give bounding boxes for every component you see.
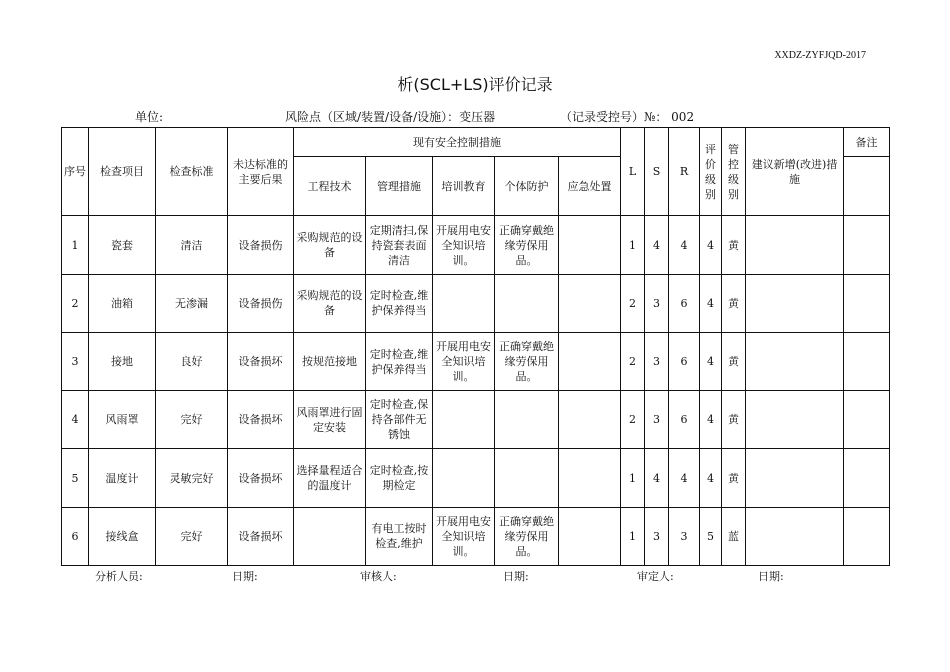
record-number: （记录受控号）№： 002 — [560, 110, 695, 124]
table-row — [62, 391, 890, 449]
header-training: 培训教育 — [433, 157, 495, 216]
footer-analyst: 分析人员: — [95, 570, 143, 583]
document-code: XXDZ-ZYFJQD-2017 — [774, 50, 866, 61]
cell-control-level: 黄 — [722, 216, 746, 274]
cell-control-level: 黄 — [722, 391, 746, 449]
cell-ppe: 正确穿戴绝缘劳保用品。 — [495, 332, 559, 390]
cell-s: 4 — [645, 449, 669, 507]
header-consequence: 未达标准的主要后果 — [228, 128, 294, 216]
cell-training: 开展用电安全知识培训。 — [433, 332, 495, 390]
cell-training: 开展用电安全知识培训。 — [433, 507, 495, 565]
cell-management: 定时检查,按期检定 — [366, 449, 433, 507]
header-l: L — [621, 128, 645, 216]
cell-emergency — [559, 274, 621, 332]
cell-suggestion — [746, 507, 844, 565]
cell-seq: 4 — [62, 391, 89, 449]
cell-engineering: 选择量程适合的温度计 — [294, 449, 366, 507]
header-remarks: 备注 — [844, 128, 890, 157]
cell-r: 4 — [669, 449, 700, 507]
evaluation-table — [61, 127, 890, 566]
cell-suggestion — [746, 274, 844, 332]
cell-emergency — [559, 507, 621, 565]
header-r: R — [669, 128, 700, 216]
cell-s: 4 — [645, 216, 669, 274]
header-item: 检查项目 — [89, 128, 156, 216]
cell-seq: 3 — [62, 332, 89, 390]
cell-item: 油箱 — [89, 274, 156, 332]
cell-consequence: 设备损坏 — [228, 449, 294, 507]
cell-r: 6 — [669, 274, 700, 332]
cell-suggestion — [746, 391, 844, 449]
cell-consequence: 设备损坏 — [228, 332, 294, 390]
header-controls-group: 现有安全控制措施 — [294, 128, 621, 157]
cell-r: 4 — [669, 216, 700, 274]
cell-emergency — [559, 216, 621, 274]
cell-standard: 完好 — [156, 507, 228, 565]
footer-reviewer: 审核人: — [360, 570, 397, 583]
header-management: 管理措施 — [366, 157, 433, 216]
footer-date-1: 日期: — [232, 570, 258, 583]
cell-consequence: 设备损伤 — [228, 274, 294, 332]
cell-r: 6 — [669, 332, 700, 390]
unit-label: 单位: — [135, 110, 164, 124]
table-row — [62, 449, 890, 507]
cell-seq: 2 — [62, 274, 89, 332]
cell-ppe — [495, 449, 559, 507]
cell-control-level: 黄 — [722, 449, 746, 507]
cell-remarks — [844, 216, 890, 274]
cell-management: 定期清扫,保持瓷套表面清洁 — [366, 216, 433, 274]
cell-l: 2 — [621, 274, 645, 332]
cell-management: 有电工按时检查,维护 — [366, 507, 433, 565]
cell-seq: 5 — [62, 449, 89, 507]
cell-l: 1 — [621, 507, 645, 565]
footer-date-3: 日期: — [758, 570, 784, 583]
cell-l: 2 — [621, 332, 645, 390]
cell-standard: 完好 — [156, 391, 228, 449]
cell-standard: 清洁 — [156, 216, 228, 274]
cell-item: 瓷套 — [89, 216, 156, 274]
cell-training: 开展用电安全知识培训。 — [433, 216, 495, 274]
header-grade: 评价级别 — [700, 128, 722, 216]
cell-s: 3 — [645, 507, 669, 565]
cell-emergency — [559, 391, 621, 449]
header-seq: 序号 — [62, 128, 89, 216]
cell-item: 温度计 — [89, 449, 156, 507]
cell-suggestion — [746, 216, 844, 274]
cell-item: 接线盒 — [89, 507, 156, 565]
cell-ppe: 正确穿戴绝缘劳保用品。 — [495, 216, 559, 274]
cell-standard: 灵敏完好 — [156, 449, 228, 507]
cell-l: 2 — [621, 391, 645, 449]
table-row — [62, 216, 890, 274]
cell-grade: 4 — [700, 216, 722, 274]
header-s: S — [645, 128, 669, 216]
cell-item: 接地 — [89, 332, 156, 390]
footer-approver: 审定人: — [637, 570, 674, 583]
cell-seq: 1 — [62, 216, 89, 274]
cell-grade: 4 — [700, 449, 722, 507]
cell-consequence: 设备损坏 — [228, 391, 294, 449]
cell-suggestion — [746, 332, 844, 390]
cell-item: 风雨罩 — [89, 391, 156, 449]
cell-suggestion — [746, 449, 844, 507]
cell-remarks — [844, 391, 890, 449]
header-standard: 检查标准 — [156, 128, 228, 216]
cell-control-level: 黄 — [722, 332, 746, 390]
header-control-level: 管控级别 — [722, 128, 746, 216]
table-row — [62, 507, 890, 565]
cell-engineering: 按规范接地 — [294, 332, 366, 390]
cell-grade: 4 — [700, 274, 722, 332]
cell-training — [433, 449, 495, 507]
cell-r: 3 — [669, 507, 700, 565]
cell-grade: 4 — [700, 332, 722, 390]
cell-control-level: 黄 — [722, 274, 746, 332]
cell-s: 3 — [645, 391, 669, 449]
cell-emergency — [559, 449, 621, 507]
cell-standard: 无渗漏 — [156, 274, 228, 332]
cell-emergency — [559, 332, 621, 390]
cell-grade: 5 — [700, 507, 722, 565]
cell-control-level: 蓝 — [722, 507, 746, 565]
page-title: 析(SCL+LS)评价记录 — [397, 75, 553, 94]
cell-remarks — [844, 332, 890, 390]
cell-consequence: 设备损坏 — [228, 507, 294, 565]
cell-consequence: 设备损伤 — [228, 216, 294, 274]
header-ppe: 个体防护 — [495, 157, 559, 216]
cell-engineering: 采购规范的设备 — [294, 274, 366, 332]
cell-grade: 4 — [700, 391, 722, 449]
cell-training — [433, 391, 495, 449]
header-engineering: 工程技术 — [294, 157, 366, 216]
cell-l: 1 — [621, 449, 645, 507]
cell-engineering: 风雨罩进行固定安装 — [294, 391, 366, 449]
cell-ppe: 正确穿戴绝缘劳保用品。 — [495, 507, 559, 565]
cell-standard: 良好 — [156, 332, 228, 390]
cell-engineering: 采购规范的设备 — [294, 216, 366, 274]
cell-r: 6 — [669, 391, 700, 449]
cell-management: 定时检查,保持各部件无锈蚀 — [366, 391, 433, 449]
header-suggestion: 建议新增(改进)措施 — [746, 128, 844, 216]
cell-s: 3 — [645, 274, 669, 332]
cell-remarks — [844, 449, 890, 507]
table-row — [62, 274, 890, 332]
header-emergency: 应急处置 — [559, 157, 621, 216]
cell-remarks — [844, 274, 890, 332]
footer-date-2: 日期: — [503, 570, 529, 583]
cell-remarks — [844, 507, 890, 565]
table-row — [62, 332, 890, 390]
cell-ppe — [495, 274, 559, 332]
cell-engineering — [294, 507, 366, 565]
cell-management: 定时检查,维护保养得当 — [366, 332, 433, 390]
header-remarks-blank — [844, 157, 890, 216]
cell-l: 1 — [621, 216, 645, 274]
cell-management: 定时检查,维护保养得当 — [366, 274, 433, 332]
risk-point: 风险点（区域/装置/设备/设施）：变压器 — [285, 110, 496, 124]
cell-training — [433, 274, 495, 332]
cell-seq: 6 — [62, 507, 89, 565]
cell-s: 3 — [645, 332, 669, 390]
cell-ppe — [495, 391, 559, 449]
